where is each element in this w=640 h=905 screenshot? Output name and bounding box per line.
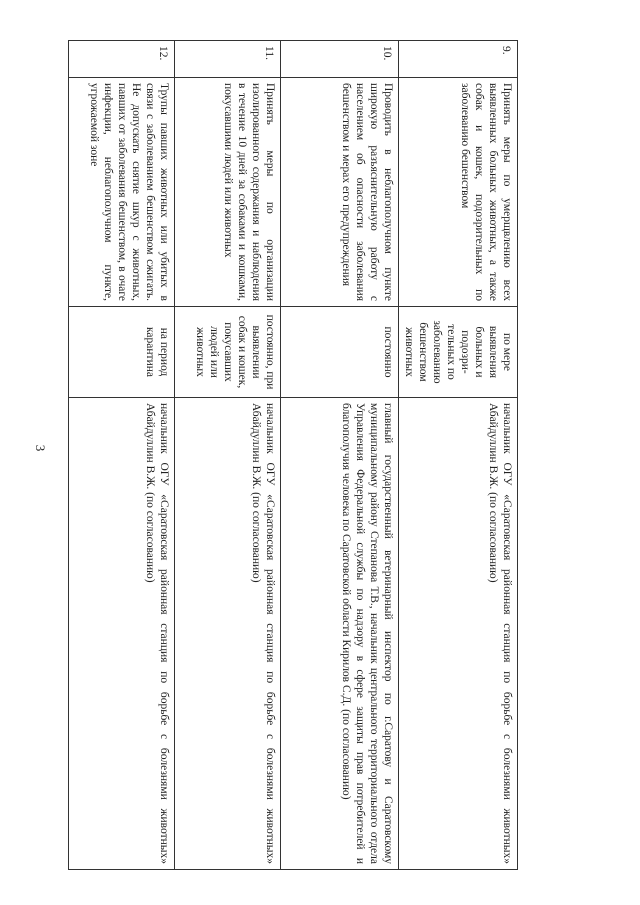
row-responsible: начальник ОГУ «Саратовская районная станция по борьбе с болезнями животных» Абайдуллин В.Ж. (по согласованию) [174,398,280,870]
row-action: Трупы павших животных или убитых в связи с заболеванием бешенством сжигать. Не допускать снятие шкур с животных, павших от заболевания бешенством, в очаге инфекции, неблагополучном пункте, угрожаемой зоне [68,78,174,307]
table-row [398,41,517,870]
row-number: 12. [68,41,174,78]
rotated-table-wrapper [88,40,518,870]
row-action: Принять меры по умерщвлению всех выявленных больных животных, а также собак и кошек, подозрительных по заболеванию бешенством [398,78,517,307]
row-term: постоянно [280,307,398,398]
row-number: 9. [398,41,517,78]
row-term: на период карантина [68,307,174,398]
row-responsible: главный государственный ветеринарный инспектор по г.Саратову и Саратовскому муниципальному району Степанова Т.В., начальник центрального территориального отдела Управления Федеральной службы по надзору в сфере защиты прав потребителей и благополучия человека по Саратовской области Кирилов С.Д. (по согласованию) [280,398,398,870]
row-term: по мере выявления больных и подозри-тельных по заболеванию бешенством животных [398,307,517,398]
row-action: Принять меры по организации изолированного содержания и наблюдения в течение 10 дней за собаками и кошками, покусавшими людей или животных [174,78,280,307]
row-number: 10. [280,41,398,78]
measures-table [68,40,518,870]
table-row [68,41,174,870]
table-row [174,41,280,870]
row-number: 11. [174,41,280,78]
row-action: Проводить в неблагополучном пункте широкую разъяснительную работу с населением об опасности заболевания бешенством и мерах его предупреждения [280,78,398,307]
page-number: 3 [33,444,48,452]
row-term: постоянно, при выявлении собак и кошек, покусавших людей или животных [174,307,280,398]
table-row [280,41,398,870]
row-responsible: начальник ОГУ «Саратовская районная станция по борьбе с болезнями животных» Абайдуллин В.Ж. (по согласованию) [68,398,174,870]
row-responsible: начальник ОГУ «Саратовская районная станция по борьбе с болезнями животных» Абайдуллин В.Ж. (по согласованию) [398,398,517,870]
